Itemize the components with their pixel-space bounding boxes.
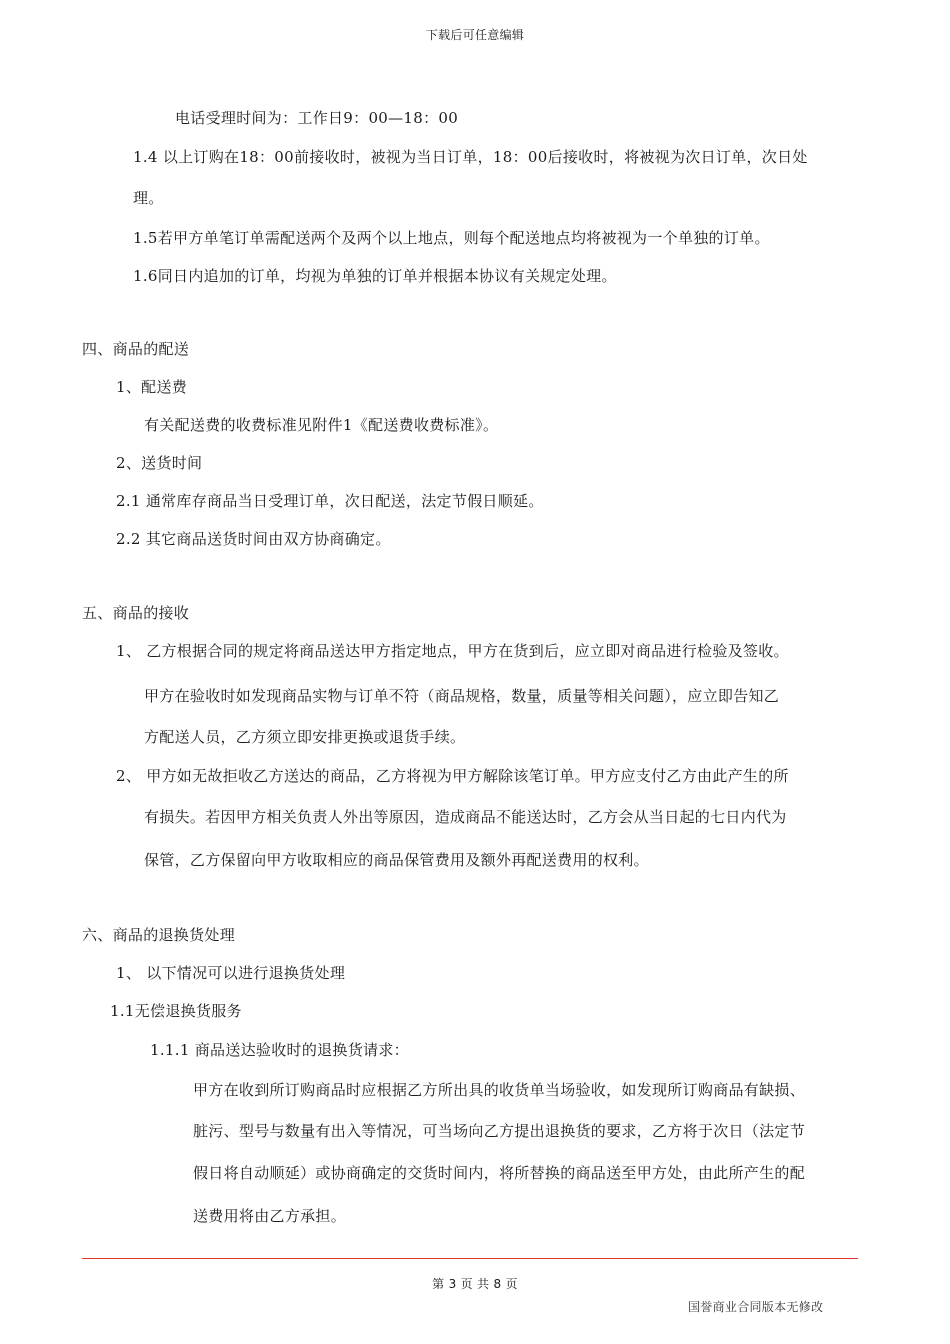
page-number: 第 3 页 共 8 页 <box>432 1277 518 1291</box>
text-line: 送费用将由乙方承担。 <box>193 1207 347 1225</box>
text-line: 电话受理时间为：工作日9：00—18：00 <box>175 109 459 127</box>
text-line: 脏污、型号与数量有出入等情况，可当场向乙方提出退换货的要求，乙方将于次日（法定节 <box>193 1122 806 1140</box>
section-heading: 六、商品的退换货处理 <box>82 926 236 944</box>
text-line: 1.5若甲方单笔订单需配送两个及两个以上地点，则每个配送地点均将被视为一个单独的订单。 <box>133 229 770 247</box>
header-note: 下载后可任意编辑 <box>425 28 525 42</box>
text-line: 1.4 以上订购在18：00前接收时，被视为当日订单，18：00后接收时，将被视为次日订单，次日处 <box>133 148 808 166</box>
subsection-heading: 1、配送费 <box>116 378 188 396</box>
text-line: 1.6同日内追加的订单，均视为单独的订单并根据本协议有关规定处理。 <box>133 267 617 285</box>
text-line: 2.1 通常库存商品当日受理订单，次日配送，法定节假日顺延。 <box>116 492 544 510</box>
subsection-heading: 1.1.1 商品送达验收时的退换货请求： <box>150 1041 409 1059</box>
text-line: 有关配送费的收费标准见附件1《配送费收费标准》。 <box>144 416 499 434</box>
text-line: 方配送人员，乙方须立即安排更换或退货手续。 <box>144 728 466 746</box>
text-line: 1、 乙方根据合同的规定将商品送达甲方指定地点，甲方在货到后，应立即对商品进行检验及签收。 <box>116 642 789 660</box>
text-line: 甲方在收到所订购商品时应根据乙方所出具的收货单当场验收，如发现所订购商品有缺损、 <box>193 1081 806 1099</box>
text-line: 假日将自动顺延）或协商确定的交货时间内，将所替换的商品送至甲方处，由此所产生的配 <box>193 1164 806 1182</box>
text-line: 2、 甲方如无故拒收乙方送达的商品，乙方将视为甲方解除该笔订单。甲方应支付乙方由此产生的所 <box>116 767 789 785</box>
subsection-heading: 1、 以下情况可以进行退换货处理 <box>116 964 346 982</box>
footer-rule <box>82 1258 858 1259</box>
section-heading: 五、商品的接收 <box>82 604 190 622</box>
section-heading: 四、商品的配送 <box>82 340 190 358</box>
text-line: 保管，乙方保留向甲方收取相应的商品保管费用及额外再配送费用的权利。 <box>144 851 649 869</box>
footer-note: 国誉商业合同版本无修改 <box>688 1300 824 1314</box>
subsection-heading: 1.1无偿退换货服务 <box>110 1002 242 1020</box>
text-line: 2.2 其它商品送货时间由双方协商确定。 <box>116 530 391 548</box>
text-line: 甲方在验收时如发现商品实物与订单不符（商品规格，数量，质量等相关问题），应立即告知乙 <box>144 687 780 705</box>
text-line: 理。 <box>133 189 164 207</box>
subsection-heading: 2、送货时间 <box>116 454 203 472</box>
text-line: 有损失。若因甲方相关负责人外出等原因，造成商品不能送达时，乙方会从当日起的七日内代为 <box>144 808 787 826</box>
